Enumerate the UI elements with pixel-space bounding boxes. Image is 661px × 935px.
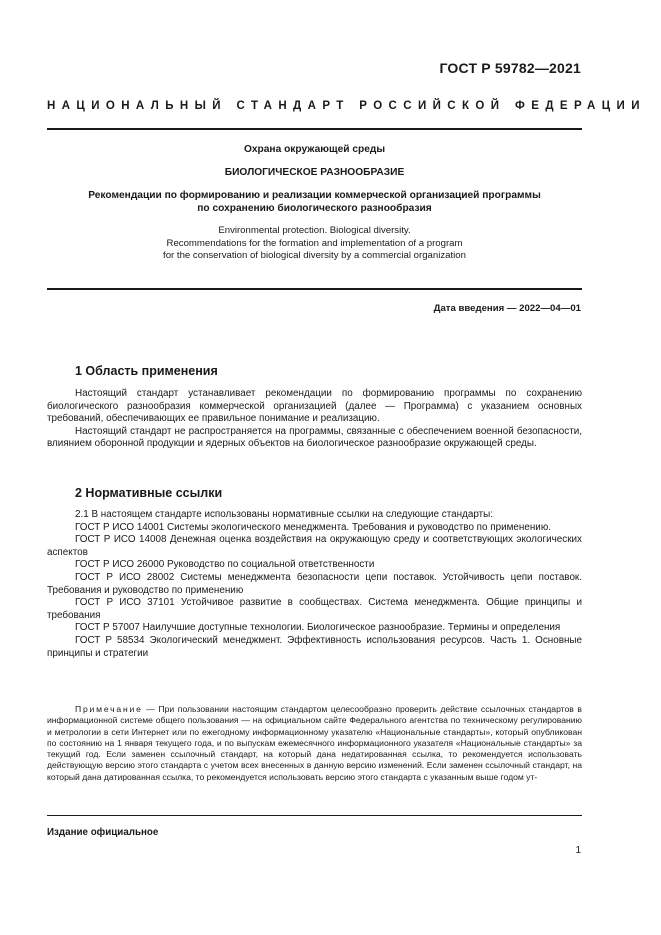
section-2-heading: 2 Нормативные ссылки (75, 486, 223, 500)
reference-gost-57007: ГОСТ Р 57007 Наилучшие доступные технологии. Биологическое разнообразие. Термины и определения (75, 622, 561, 634)
title-english-line-1: Environmental protection. Biological diversity. (218, 225, 411, 236)
title-english-line-3: for the conservation of biological diversity by a commercial organization (163, 250, 466, 261)
title-bottom-divider (47, 288, 582, 290)
title-english-line-2: Recommendations for the formation and implementation of a program (166, 237, 463, 249)
reference-note (47, 704, 582, 783)
top-divider (47, 128, 582, 130)
title-block (47, 143, 582, 263)
reference-intro: 2.1 В настоящем стандарте использованы нормативные ссылки на следующие стандарты: (75, 509, 493, 520)
title-subject: БИОЛОГИЧЕСКОЕ РАЗНООБРАЗИЕ (224, 167, 405, 178)
title-category: Охрана окружающей среды (243, 144, 386, 155)
section-1-paragraph-2: Настоящий стандарт не распространяется на программы, связанные с обеспечением военной безопасности, влиянием оборонной продукции и ядерных объектов на биологическое разнообразие окружающей среды. (47, 425, 582, 450)
reference-gost-14001: ГОСТ Р ИСО 14001 Системы экологического менеджмента. Требования и руководство по применению. (75, 521, 551, 533)
footer-divider (47, 815, 582, 816)
reference-gost-26000: ГОСТ Р ИСО 26000 Руководство по социальной ответственности (75, 559, 375, 571)
reference-gost-58534: ГОСТ Р 58534 Экологический менеджмент. Эффективность использования ресурсов. Часть 1. Основные принципы и стратегии (47, 634, 582, 659)
section-2-body (47, 509, 582, 660)
introduction-date: Дата введения — 2022—04—01 (433, 303, 581, 314)
reference-gost-37101: ГОСТ Р ИСО 37101 Устойчивое развитие в сообществах. Система менеджмента. Общие принципы и требования (47, 597, 582, 621)
reference-gost-28002: ГОСТ Р ИСО 28002 Системы менеджмента безопасности цепи поставок. Устойчивость цепи поставок. Требования и руководство по применению (47, 571, 582, 596)
note-text: — При пользовании настоящим стандартом целесообразно проверить действие ссылочных стандартов в информационной системе общего пользования — на официальном сайте Федерального агентства по техническому регулированию и метрологии в сети Интернет или по ежегодному информационному указателю «Национальные стандарты», который опубликован по состоянию на 1 января текущего года, и по выпускам ежемесячного информационного указателя «Национальные стандарты» за текущий год. Если заменен ссылочный стандарт, на который дана недатированная ссылка, то рекомендуется использовать действующую версию этого стандарта с учетом всех внесенных в данную версию изменений. Если заменен ссылочный стандарт, на который дана датированная ссылка, то рекомендуется использовать версию этого стандарта с указанным выше годом ут- (47, 704, 582, 782)
section-1-paragraph-1: Настоящий стандарт устанавливает рекомендации по формированию программы по сохранению биологического разнообразия коммерческой организацией (далее — Программа) с указанием основных требований, обеспечивающих ее правильное понимание и реализацию. (47, 388, 582, 425)
section-1-heading: 1 Область применения (75, 364, 218, 378)
national-standard-banner: НАЦИОНАЛЬНЫЙ СТАНДАРТ РОССИЙСКОЙ ФЕДЕРАЦИИ (47, 100, 646, 112)
note-label: Примечание (75, 704, 143, 714)
title-main-line-1: Рекомендации по формированию и реализации коммерческой организацией программы (88, 190, 541, 201)
official-edition-label: Издание официальное (47, 827, 159, 838)
title-main-line-2: по сохранению биологического разнообразия (197, 203, 432, 214)
reference-gost-14008: ГОСТ Р ИСО 14008 Денежная оценка воздействия на окружающую среду и соответствующих экологических аспектов (47, 534, 582, 558)
document-number: ГОСТ Р 59782—2021 (439, 60, 581, 76)
section-1-body (47, 388, 582, 451)
page-number: 1 (575, 845, 581, 856)
